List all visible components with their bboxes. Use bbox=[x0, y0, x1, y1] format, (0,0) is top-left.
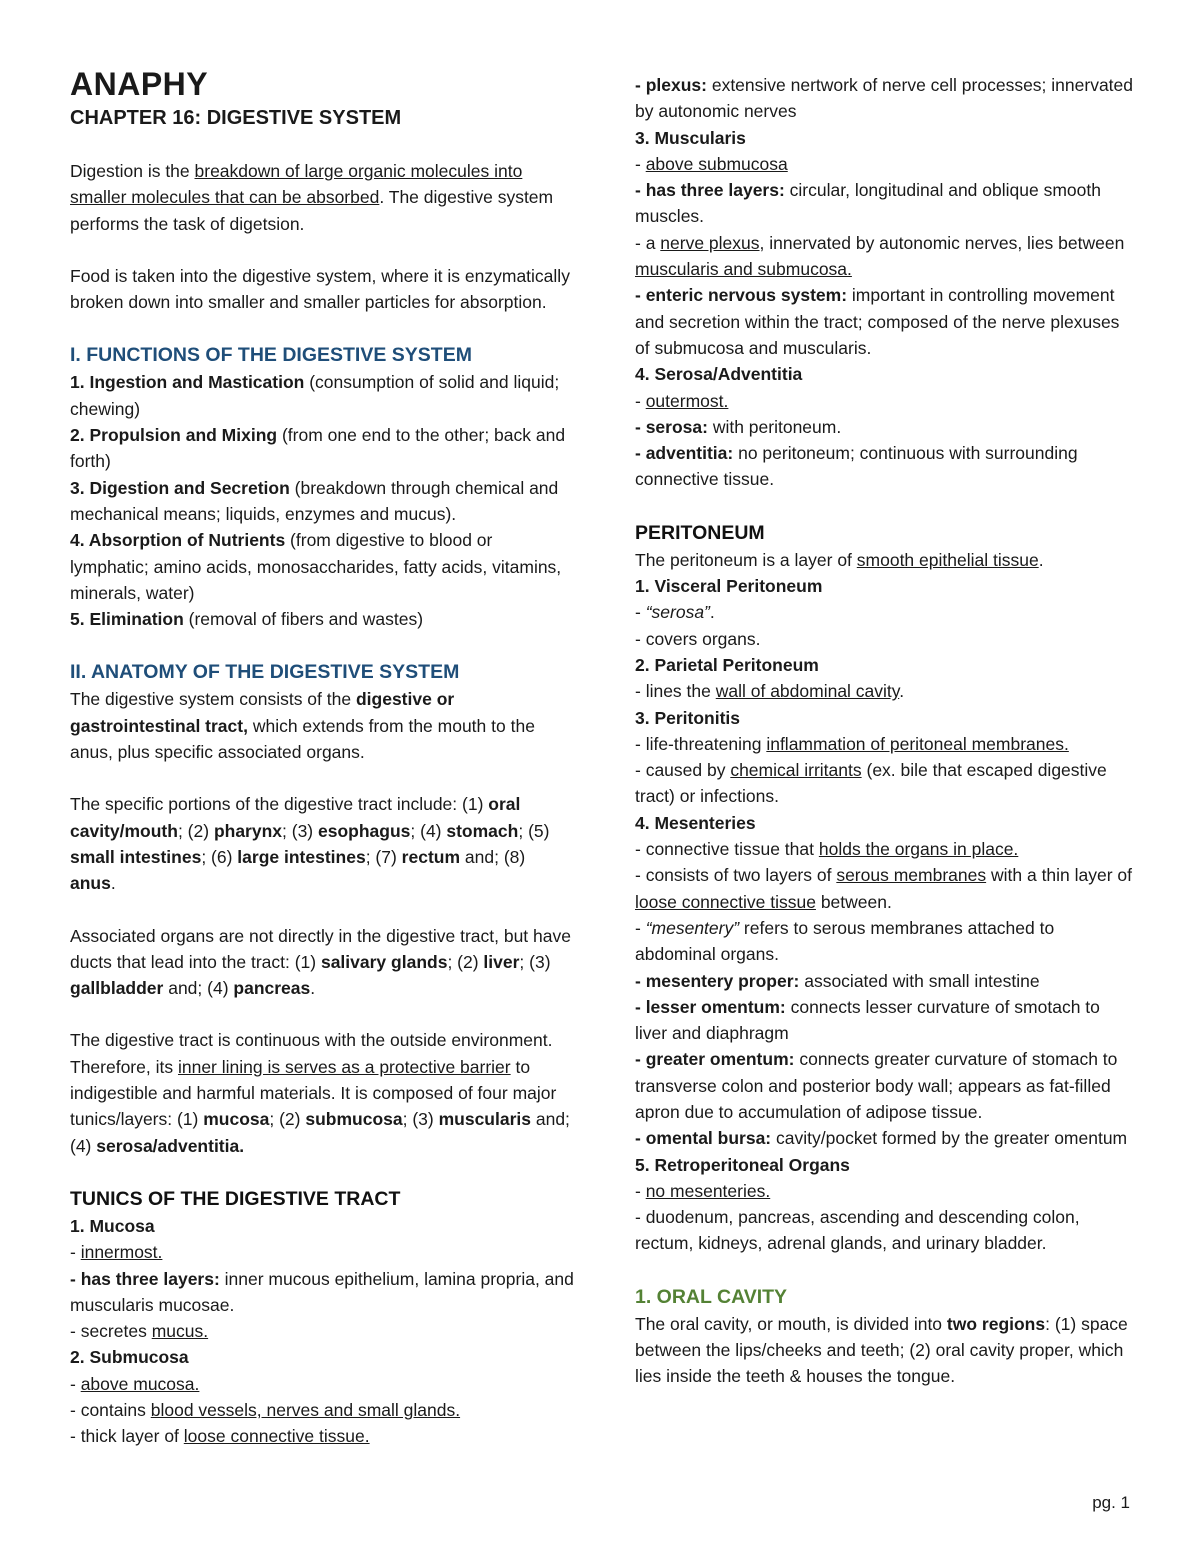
submucosa-label: 2. Submucosa bbox=[70, 1347, 189, 1368]
retro-label: 5. Retroperitoneal Organs bbox=[635, 1154, 850, 1175]
peritonitis-label: 3. Peritonitis bbox=[635, 707, 741, 728]
visceral-line-1: - “serosa”. bbox=[635, 602, 715, 623]
peritonitis-line-1: - life-threatening inflammation of peritoneal membranes. bbox=[635, 733, 1069, 754]
visceral-label: 1. Visceral Peritoneum bbox=[635, 576, 823, 597]
muscularis-label: 3. Muscularis bbox=[635, 127, 746, 148]
anatomy-paragraph-4: The digestive tract is continuous with the outside environment. Therefore, its inner lining is serves as a protective barrier to indigestible and harmful materials. It is composed of four major tunics/layers: (1) mucosa; (2) submucosa; (3) muscularis and; (4) serosa/adventitia. bbox=[70, 1030, 570, 1156]
mucosa-label: 1. Mucosa bbox=[70, 1215, 155, 1236]
oral-cavity-heading: 1. ORAL CAVITY bbox=[635, 1285, 788, 1308]
peritoneum-heading: PERITONEUM bbox=[635, 521, 765, 544]
left-column bbox=[70, 64, 575, 1450]
mesenteries-line-3: - “mesentery” refers to serous membranes attached to abdominal organs. bbox=[635, 917, 1055, 965]
chapter-title: CHAPTER 16: DIGESTIVE SYSTEM bbox=[70, 107, 402, 129]
mesenteries-line-7: - omental bursa: cavity/pocket formed by the greater omentum bbox=[635, 1128, 1128, 1149]
peritoneum-intro: The peritoneum is a layer of smooth epithelial tissue. bbox=[635, 549, 1044, 570]
right-column bbox=[635, 72, 1135, 1390]
mesenteries-line-6: - greater omentum: connects greater curvature of stomach to transverse colon and posterior body wall; appears as fat-filled apron due to accumulation of adipose tissue. bbox=[635, 1049, 1118, 1122]
function-item-1: 1. Ingestion and Mastication (consumption of solid and liquid; chewing) bbox=[70, 372, 560, 419]
mesenteries-line-4: - mesentery proper: associated with small intestine bbox=[635, 970, 1040, 991]
submucosa-line-1: - above mucosa. bbox=[70, 1373, 200, 1394]
page-number: pg. 1 bbox=[1092, 1493, 1130, 1512]
anatomy-paragraph-2: The specific portions of the digestive tract include: (1) oral cavity/mouth; (2) pharynx; (3) esophagus; (4) stomach; (5) small intestines; (6) large intestines; (7) rectum and; (8) anus. bbox=[70, 794, 550, 894]
mucosa-line-3: - secretes mucus. bbox=[70, 1321, 209, 1342]
intro-underline: breakdown of large organic molecules into smaller molecules that can be absorbed bbox=[70, 161, 523, 208]
anatomy-paragraph-1: The digestive system consists of the digestive or gastrointestinal tract, which extends from the mouth to the anus, plus specific associated organs. bbox=[70, 689, 535, 763]
muscularis-line-2: - has three layers: circular, longitudinal and oblique smooth muscles. bbox=[635, 180, 1101, 227]
tunics-heading: TUNICS OF THE DIGESTIVE TRACT bbox=[70, 1187, 401, 1210]
muscularis-line-1: - above submucosa bbox=[635, 153, 788, 174]
muscularis-line-3: - a nerve plexus, innervated by autonomic nerves, lies between muscularis and submucosa. bbox=[635, 232, 1125, 280]
function-item-5: 5. Elimination (removal of fibers and wastes) bbox=[70, 609, 424, 630]
retro-line-1: - no mesenteries. bbox=[635, 1180, 771, 1201]
mucosa-line-2: - has three layers: inner mucous epithelium, lamina propria, and muscularis mucosae. bbox=[70, 1268, 574, 1315]
mesenteries-line-2: - consists of two layers of serous membranes with a thin layer of loose connective tissue between. bbox=[635, 865, 1133, 912]
mesenteries-line-5: - lesser omentum: connects lesser curvature of smotach to liver and diaphragm bbox=[635, 996, 1100, 1044]
peritonitis-line-2: - caused by chemical irritants (ex. bile that escaped digestive tract) or infections. bbox=[635, 760, 1107, 807]
serosa-line-3: - adventitia: no peritoneum; continuous with surrounding connective tissue. bbox=[635, 443, 1078, 490]
serosa-line-1: - outermost. bbox=[635, 390, 729, 411]
parietal-line-1: - lines the wall of abdominal cavity. bbox=[635, 681, 905, 702]
submucosa-line-3: - thick layer of loose connective tissue. bbox=[70, 1426, 370, 1447]
mesenteries-line-1: - connective tissue that holds the organs in place. bbox=[635, 839, 1019, 860]
anatomy-paragraph-3: Associated organs are not directly in the digestive tract, but have ducts that lead into the tract: (1) salivary glands; (2) liver; (3) gallbladder and; (4) pancreas. bbox=[70, 925, 571, 999]
submucosa-line-4: - plexus: extensive nertwork of nerve cell processes; innervated by autonomic nerves bbox=[635, 75, 1134, 122]
function-item-2: 2. Propulsion and Mixing (from one end to the other; back and forth) bbox=[70, 425, 566, 472]
intro-paragraph-1: Digestion is the breakdown of large organic molecules into smaller molecules that can be absorbed. The digestive system performs the task of digetsion. bbox=[70, 161, 554, 234]
intro-paragraph-2: Food is taken into the digestive system, where it is enzymatically broken down into smaller and smaller particles for absorption. bbox=[70, 265, 570, 313]
mesenteries-label: 4. Mesenteries bbox=[635, 812, 756, 833]
function-item-4: 4. Absorption of Nutrients (from digestive to blood or lymphatic; amino acids, monosaccharides, fatty acids, vitamins, minerals, water) bbox=[70, 530, 562, 603]
visceral-line-2: - covers organs. bbox=[635, 628, 761, 649]
anatomy-heading: II. ANATOMY OF THE DIGESTIVE SYSTEM bbox=[70, 661, 460, 684]
submucosa-line-2: - contains blood vessels, nerves and small glands. bbox=[70, 1399, 461, 1420]
functions-heading: I. FUNCTIONS OF THE DIGESTIVE SYSTEM bbox=[70, 344, 472, 367]
serosa-line-2: - serosa: with peritoneum. bbox=[635, 416, 842, 437]
serosa-label: 4. Serosa/Adventitia bbox=[635, 364, 803, 385]
document-title: ANAPHY bbox=[70, 66, 209, 102]
mucosa-line-1: - innermost. bbox=[70, 1242, 163, 1263]
retro-line-2: - duodenum, pancreas, ascending and descending colon, rectum, kidneys, adrenal glands, and urinary bladder. bbox=[635, 1207, 1080, 1254]
muscularis-line-4: - enteric nervous system: important in controlling movement and secretion within the tract; composed of the nerve plexuses of submucosa and muscularis. bbox=[635, 285, 1120, 358]
parietal-label: 2. Parietal Peritoneum bbox=[635, 654, 819, 675]
function-item-3: 3. Digestion and Secretion (breakdown through chemical and mechanical means; liquids, enzymes and mucus). bbox=[70, 477, 559, 524]
oral-cavity-paragraph: The oral cavity, or mouth, is divided into two regions: (1) space between the lips/cheeks and teeth; (2) oral cavity proper, which lies inside the teeth & houses the tongue. bbox=[635, 1313, 1128, 1387]
